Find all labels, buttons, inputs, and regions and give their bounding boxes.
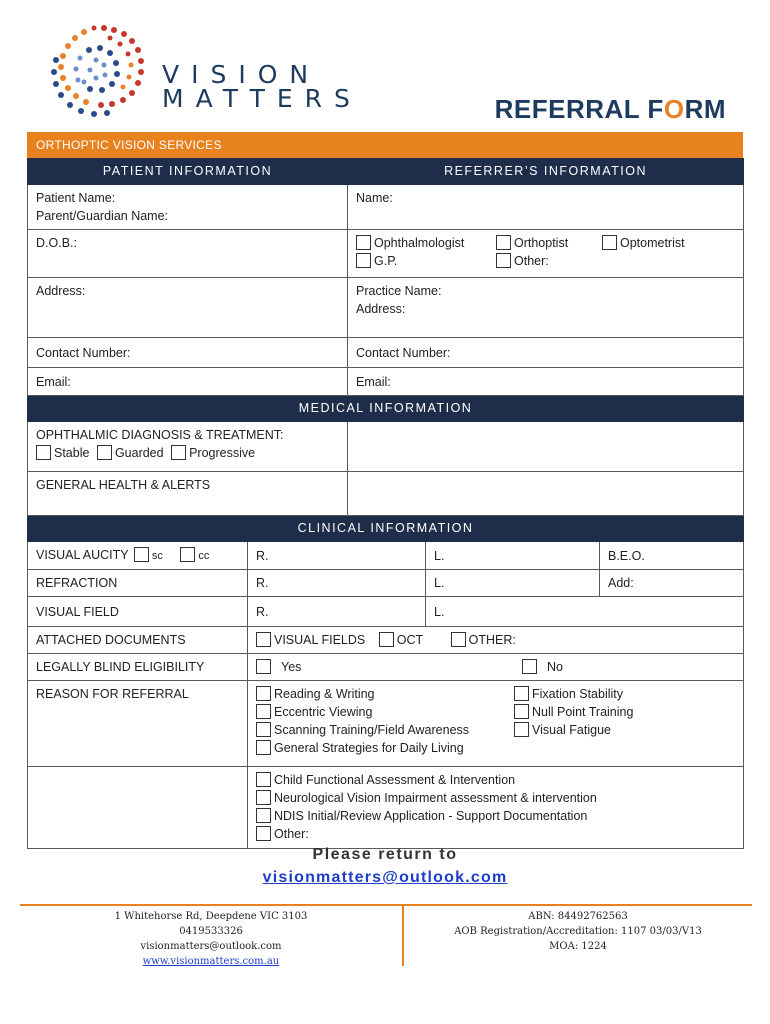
footer-divider: [20, 904, 752, 906]
vision-matters-logo: [44, 20, 362, 130]
gp-option[interactable]: [356, 252, 397, 270]
return-instruction: Please return to: [312, 846, 458, 863]
scanning-training-checkbox[interactable]: [256, 722, 271, 737]
general-health-cell: [28, 472, 348, 516]
oct-option[interactable]: [379, 631, 423, 649]
va-beo-field[interactable]: [600, 542, 744, 570]
orthoptist-checkbox[interactable]: [496, 235, 511, 250]
va-left-label: L.: [434, 548, 445, 563]
other-reason-checkbox[interactable]: [256, 826, 271, 841]
eccentric-viewing-checkbox[interactable]: [256, 704, 271, 719]
ophthalmologist-label: Ophthalmologist: [374, 236, 465, 250]
medical-info-header: MEDICAL INFORMATION: [28, 396, 744, 422]
scanning-training-option[interactable]: [256, 721, 469, 739]
general-strategies-option[interactable]: [256, 739, 469, 757]
diagnosis-entry-field[interactable]: [348, 422, 744, 472]
progressive-checkbox[interactable]: [171, 445, 186, 460]
gp-checkbox[interactable]: [356, 253, 371, 268]
other-docs-checkbox[interactable]: [451, 632, 466, 647]
visual-fields-label: VISUAL FIELDS: [274, 633, 366, 647]
stable-checkbox[interactable]: [36, 445, 51, 460]
stable-option[interactable]: [36, 444, 89, 462]
diagnosis-cell: [28, 422, 348, 472]
refraction-label: REFRACTION: [36, 576, 118, 590]
guarded-option[interactable]: [97, 444, 164, 462]
referrer-name-cell[interactable]: [348, 185, 744, 230]
yes-checkbox[interactable]: [256, 659, 271, 674]
footer-phone: 0419533326: [179, 926, 243, 937]
oct-label: OCT: [396, 633, 424, 647]
child-assessment-checkbox[interactable]: [256, 772, 271, 787]
va-beo-label: B.E.O.: [608, 548, 645, 563]
reading-writing-checkbox[interactable]: [256, 686, 271, 701]
footer-registration: [404, 909, 752, 954]
visual-field-label: VISUAL FIELD: [36, 604, 119, 619]
optometrist-checkbox[interactable]: [602, 235, 617, 250]
legally-blind-label: LEGALLY BLIND ELIGIBILITY: [36, 660, 205, 674]
no-checkbox[interactable]: [522, 659, 537, 674]
referrer-email-cell[interactable]: [348, 368, 744, 396]
other-reason-option[interactable]: [256, 825, 735, 843]
visual-field-left-label: L.: [434, 604, 445, 619]
visual-fields-option[interactable]: [256, 631, 365, 649]
footer-contact: [20, 909, 402, 969]
patient-contact-cell[interactable]: [28, 338, 348, 368]
attached-docs-options: [248, 627, 744, 654]
patient-name-label: Patient Name:: [36, 191, 116, 205]
va-left-field[interactable]: [426, 542, 600, 570]
refraction-cell: [28, 570, 248, 597]
reason-options: [248, 681, 744, 767]
form-title: [495, 94, 726, 125]
orthoptist-label: Orthoptist: [514, 236, 569, 250]
yes-option[interactable]: [256, 658, 301, 676]
visual-fatigue-label: Visual Fatigue: [532, 723, 611, 737]
cc-checkbox[interactable]: [180, 547, 195, 562]
referral-table: [27, 158, 744, 849]
stable-label: Stable: [54, 446, 90, 460]
patient-email-cell[interactable]: [28, 368, 348, 396]
referrer-name-label: Name:: [356, 191, 393, 205]
dob-cell[interactable]: [28, 230, 348, 278]
optometrist-label: Optometrist: [620, 236, 685, 250]
visual-field-right-label: R.: [256, 604, 269, 619]
referrer-info-header: REFERRER’S INFORMATION: [348, 159, 744, 185]
reason-left-list: [256, 685, 469, 757]
patient-address-label: Address:: [36, 284, 86, 298]
child-assessment-option[interactable]: [256, 771, 735, 789]
reading-writing-label: Reading & Writing: [274, 687, 375, 701]
logo-matters-text: MATTERS: [162, 84, 362, 113]
ophthalmologist-checkbox[interactable]: [356, 235, 371, 250]
refraction-left-field[interactable]: [426, 570, 600, 597]
extra-reason-options: [248, 767, 744, 849]
oct-checkbox[interactable]: [379, 632, 394, 647]
guarded-checkbox[interactable]: [97, 445, 112, 460]
eccentric-viewing-option[interactable]: [256, 703, 469, 721]
refraction-add-label: Add:: [608, 576, 634, 590]
progressive-label: Progressive: [189, 446, 256, 460]
neurological-assessment-option[interactable]: [256, 789, 735, 807]
logo-vision-text: VISION: [162, 60, 321, 89]
orthoptist-option[interactable]: [496, 234, 568, 252]
form-title-part1: REFERRAL F: [494, 94, 664, 124]
other-referrer-option[interactable]: [496, 252, 549, 270]
referrer-type-cell: [348, 230, 744, 278]
practice-name-label: Practice Name:: [356, 284, 442, 298]
general-strategies-checkbox[interactable]: [256, 740, 271, 755]
other-referrer-checkbox[interactable]: [496, 253, 511, 268]
sc-label: sc: [151, 550, 163, 562]
general-health-label: GENERAL HEALTH & ALERTS: [36, 478, 211, 492]
footer-email: visionmatters@outlook.com: [140, 941, 282, 952]
general-strategies-label: General Strategies for Daily Living: [274, 741, 464, 755]
attached-docs-label: ATTACHED DOCUMENTS: [36, 633, 186, 647]
referrer-contact-label: Contact Number:: [356, 345, 451, 360]
diagnosis-label: OPHTHALMIC DIAGNOSIS & TREATMENT:: [36, 428, 284, 442]
fixation-stability-checkbox[interactable]: [514, 686, 529, 701]
footer-address: 1 Whitehorse Rd, Deepdene VIC 3103: [114, 911, 308, 922]
other-docs-label: OTHER:: [468, 633, 516, 647]
eccentric-viewing-label: Eccentric Viewing: [274, 705, 373, 719]
referrer-contact-cell[interactable]: [348, 338, 744, 368]
visual-acuity-cell: [28, 542, 248, 570]
gp-label: G.P.: [374, 254, 398, 268]
form-title-accent: O: [663, 94, 685, 124]
neurological-assessment-label: Neurological Vision Impairment assessment & intervention: [274, 791, 597, 805]
scanning-training-label: Scanning Training/Field Awareness: [274, 723, 470, 737]
patient-address-cell[interactable]: [28, 278, 348, 338]
legally-blind-options: [248, 654, 744, 681]
other-docs-option[interactable]: [451, 631, 516, 649]
other-reason-label: Other:: [274, 827, 309, 841]
reason-right-list: [514, 685, 633, 739]
other-referrer-label: Other:: [514, 254, 549, 268]
progressive-option[interactable]: [171, 444, 255, 462]
guarded-label: Guarded: [114, 446, 164, 460]
reason-cell: [28, 681, 248, 767]
sc-checkbox[interactable]: [134, 547, 149, 562]
ndis-application-option[interactable]: [256, 807, 735, 825]
visual-fatigue-checkbox[interactable]: [514, 722, 529, 737]
legally-blind-cell: [28, 654, 248, 681]
null-point-training-checkbox[interactable]: [514, 704, 529, 719]
dob-label: D.O.B.:: [36, 236, 77, 250]
general-health-entry-field[interactable]: [348, 472, 744, 516]
footer-moa: MOA: 1224: [549, 941, 607, 952]
ndis-application-label: NDIS Initial/Review Application - Support Documentation: [274, 809, 588, 823]
va-right-field[interactable]: [248, 542, 426, 570]
ndis-application-checkbox[interactable]: [256, 808, 271, 823]
yes-label: Yes: [281, 660, 302, 674]
no-label: No: [547, 660, 563, 674]
ophthalmologist-option[interactable]: [356, 234, 464, 252]
footer-aob: AOB Registration/Accreditation: 1107 03/03/V13: [454, 926, 702, 937]
visual-field-left-field[interactable]: [426, 597, 744, 627]
form-title-part2: RM: [684, 94, 726, 124]
neurological-assessment-checkbox[interactable]: [256, 790, 271, 805]
clinical-info-header: CLINICAL INFORMATION: [28, 516, 744, 542]
child-assessment-label: Child Functional Assessment & Intervention: [274, 773, 516, 787]
guardian-name-label: Parent/Guardian Name:: [36, 209, 169, 223]
cc-label: cc: [198, 550, 210, 562]
refraction-right-field[interactable]: [248, 570, 426, 597]
referrer-address-label: Address:: [356, 302, 406, 316]
visual-field-cell: [28, 597, 248, 627]
va-right-label: R.: [256, 548, 269, 563]
visual-fields-checkbox[interactable]: [256, 632, 271, 647]
section-bar: ORTHOPTIC VISION SERVICES: [27, 132, 743, 158]
refraction-add-field[interactable]: [600, 570, 744, 597]
footer-website-link[interactable]: www.visionmatters.com.au: [142, 956, 280, 967]
refraction-left-label: L.: [434, 576, 445, 590]
null-point-training-option[interactable]: [514, 703, 633, 721]
patient-name-cell[interactable]: [28, 185, 348, 230]
return-email-link[interactable]: visionmatters@outlook.com: [262, 869, 508, 886]
refraction-right-label: R.: [256, 576, 269, 590]
attached-docs-cell: [28, 627, 248, 654]
fixation-stability-label: Fixation Stability: [532, 687, 624, 701]
fixation-stability-option[interactable]: [514, 685, 633, 703]
footer-abn: ABN: 84492762563: [528, 911, 628, 922]
patient-email-label: Email:: [36, 374, 71, 389]
reason-label: REASON FOR REFERRAL: [36, 687, 189, 701]
visual-field-right-field[interactable]: [248, 597, 426, 627]
no-option[interactable]: [522, 658, 563, 676]
patient-info-header: PATIENT INFORMATION: [28, 159, 348, 185]
optometrist-option[interactable]: [602, 234, 685, 252]
visual-fatigue-option[interactable]: [514, 721, 633, 739]
visual-acuity-label: VISUAL AUCITY: [36, 548, 129, 562]
practice-cell[interactable]: [348, 278, 744, 338]
spiral-dots-icon: [44, 20, 164, 130]
referrer-email-label: Email:: [356, 374, 391, 389]
null-point-training-label: Null Point Training: [532, 705, 634, 719]
reading-writing-option[interactable]: [256, 685, 469, 703]
extra-reason-blank-cell: [28, 767, 248, 849]
patient-contact-label: Contact Number:: [36, 345, 131, 360]
